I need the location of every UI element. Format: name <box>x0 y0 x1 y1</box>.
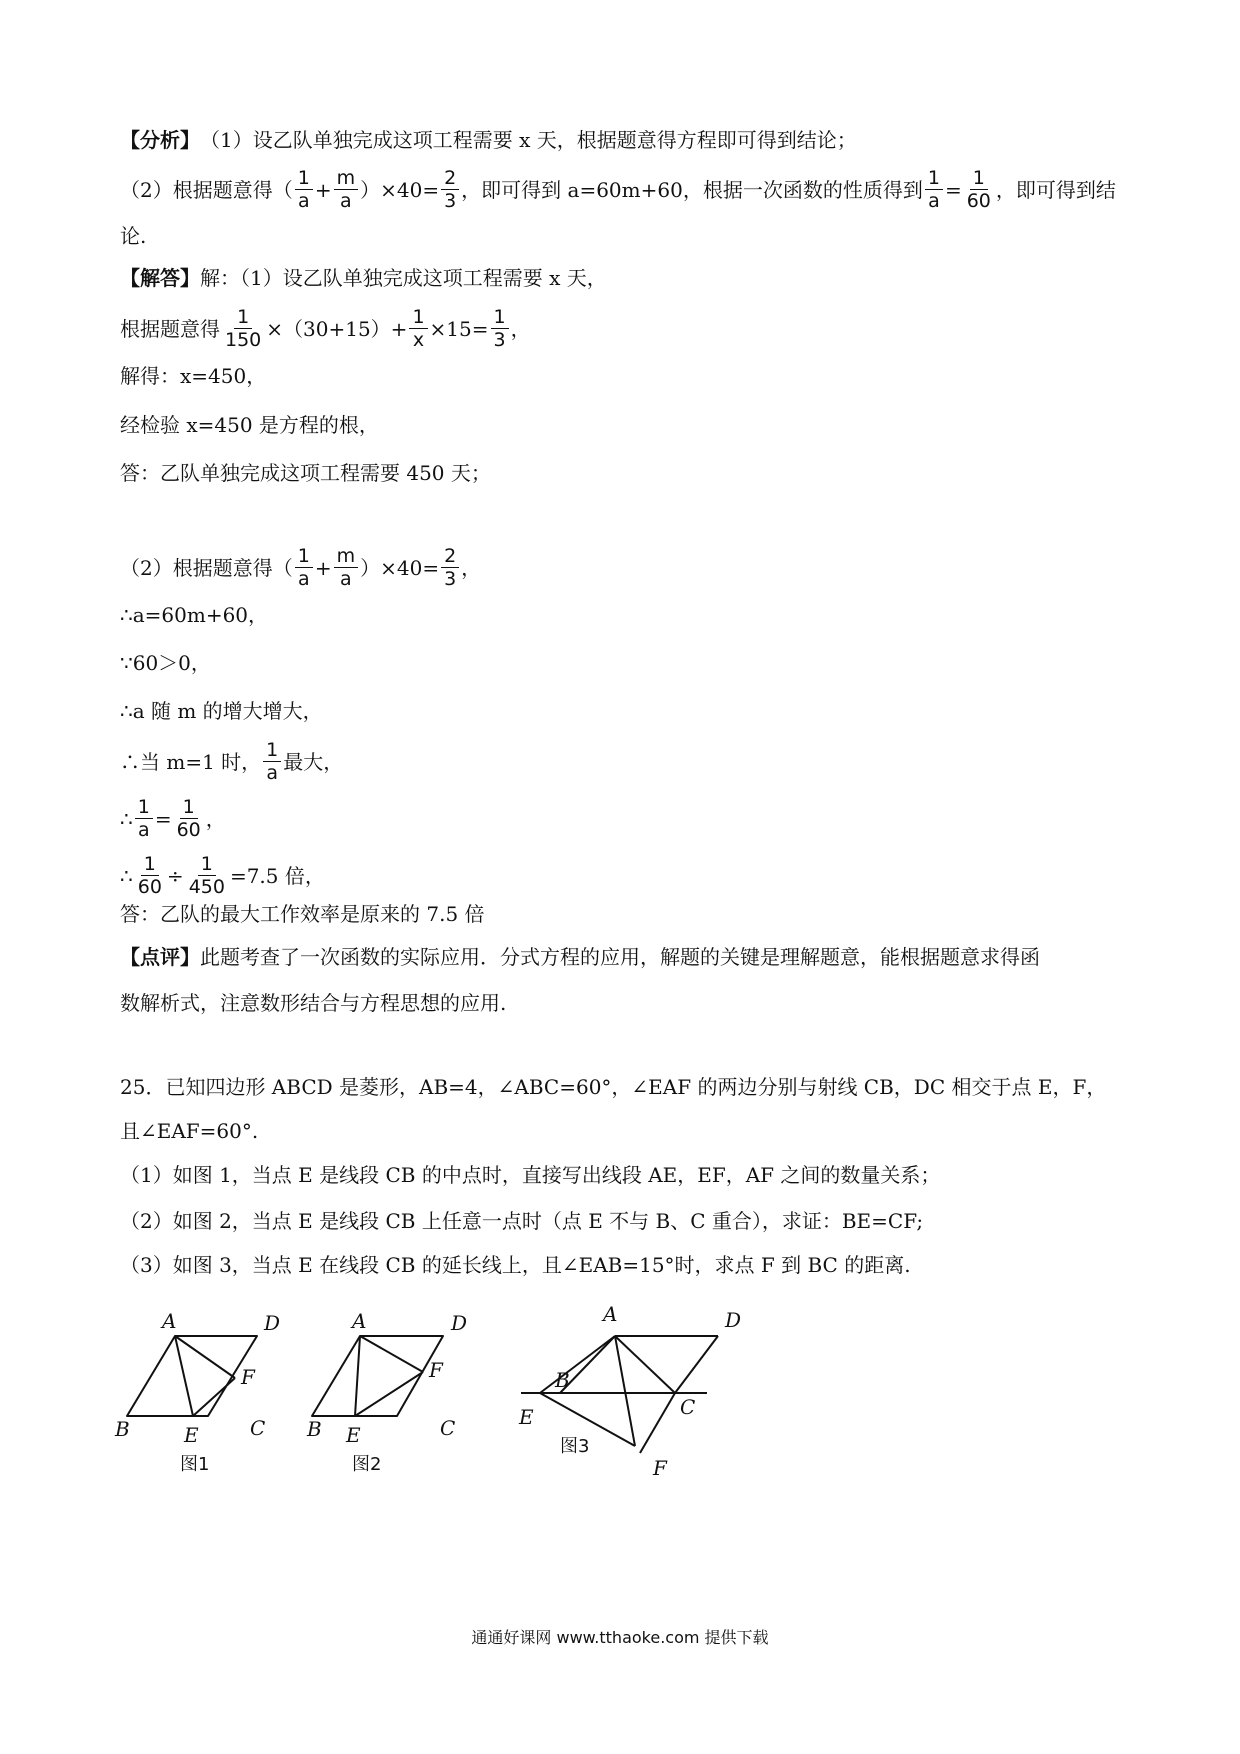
fig2-label-e: E <box>346 1423 361 1447</box>
text: 论. <box>120 224 147 248</box>
fig1-label-b: B <box>115 1417 130 1441</box>
numerator: 1 <box>180 797 198 819</box>
numerator: 1 <box>141 854 159 876</box>
denominator: a <box>340 190 352 212</box>
operator: = <box>944 177 962 202</box>
analysis-text-1: （1）设乙队单独完成这项工程需要 x 天，根据题意得方程即可得到结论； <box>200 128 857 152</box>
numerator: 1 <box>409 307 427 329</box>
figure-1-drawing <box>127 1336 257 1416</box>
text: ，即可得到结 <box>995 177 1116 202</box>
text: 根据题意得 <box>120 316 220 341</box>
fig3-label-b: B <box>555 1368 570 1392</box>
numerator: 1 <box>295 546 313 568</box>
text: （1）如图 1，当点 E 是线段 CB 的中点时，直接写出线段 AE，EF，AF 之间的数量关系； <box>120 1163 941 1187</box>
operator: + <box>314 555 332 580</box>
denominator: 60 <box>137 876 162 898</box>
comment-tag: 【点评】 <box>120 945 200 969</box>
numerator: 1 <box>970 168 988 190</box>
text: ， <box>205 806 226 831</box>
denominator: a <box>137 819 150 841</box>
operator: ÷ <box>166 863 184 888</box>
text: 25．已知四边形 ABCD 是菱形，AB=4，∠ABC=60°，∠EAF 的两边分别与射线 CB，DC 相交于点 E，F， <box>120 1075 1107 1099</box>
text: 答：乙队的最大工作效率是原来的 7.5 倍 <box>120 902 485 926</box>
text: ∵60＞0， <box>120 651 211 675</box>
text: 最大， <box>283 749 344 774</box>
fig1-label-f: F <box>241 1365 255 1389</box>
denominator: 60 <box>966 190 991 212</box>
numerator: 2 <box>441 546 459 568</box>
fig3-caption: 图3 <box>560 1436 590 1457</box>
text: ∴a 随 m 的增大增大， <box>120 699 323 723</box>
numerator: 1 <box>135 797 153 819</box>
denominator: a <box>297 568 310 590</box>
fig2-label-c: C <box>440 1416 456 1440</box>
denominator: 3 <box>444 568 457 590</box>
denominator: a <box>928 190 940 212</box>
fig2-label-b: B <box>307 1417 322 1441</box>
numerator: m <box>334 546 359 568</box>
numerator: 2 <box>441 168 459 190</box>
denominator: a <box>340 568 352 590</box>
denominator: 150 <box>225 329 262 351</box>
fig1-label-c: C <box>250 1416 266 1440</box>
fig3-label-a: A <box>603 1302 618 1326</box>
numerator: 1 <box>234 307 252 329</box>
text: ）×40= <box>360 555 440 580</box>
text: ∴ <box>120 863 133 888</box>
text: ×（30+15）+ <box>266 316 408 341</box>
operator: = <box>154 806 172 831</box>
denominator: 60 <box>176 819 201 841</box>
text: （2）根据题意得（ <box>120 177 293 202</box>
page-footer: 通通好课网 www.tthaoke.com 提供下载 <box>471 1628 769 1647</box>
fig2-label-a: A <box>352 1309 367 1333</box>
text: ，即可得到 a=60m+60，根据一次函数的性质得到 <box>461 177 923 202</box>
text: （2）如图 2，当点 E 是线段 CB 上任意一点时（点 E 不与 B、C 重合），求证：BE=CF; <box>120 1209 924 1233</box>
denominator: 3 <box>444 190 457 212</box>
text: ∴ <box>120 806 133 831</box>
numerator: 1 <box>198 854 216 876</box>
numerator: 1 <box>295 168 313 190</box>
solution-tag: 【解答】 <box>120 266 200 290</box>
fig2-label-d: D <box>451 1311 468 1335</box>
denominator: a <box>297 190 310 212</box>
fig3-label-e: E <box>519 1405 534 1429</box>
fig3-label-d: D <box>725 1308 742 1332</box>
fig1-label-e: E <box>184 1423 199 1447</box>
text: 此题考查了一次函数的实际应用．分式方程的应用，解题的关键是理解题意，能根据题意求得函 <box>200 945 1040 969</box>
numerator: 1 <box>263 740 281 762</box>
text: 数解析式，注意数形结合与方程思想的应用. <box>120 991 507 1015</box>
text: 解得：x=450， <box>120 364 267 388</box>
fig2-label-f: F <box>429 1358 443 1382</box>
text: 且∠EAF=60°. <box>120 1119 259 1143</box>
text: ， <box>510 316 531 341</box>
denominator: a <box>266 762 279 784</box>
text: ×15= <box>429 316 489 341</box>
text: （3）如图 3，当点 E 在线段 CB 的延长线上，且∠EAB=15°时，求点 F 到 BC 的距离. <box>120 1253 911 1277</box>
text: ∴a=60m+60， <box>120 603 269 627</box>
fig1-label-a: A <box>162 1309 177 1333</box>
fig2-caption: 图2 <box>352 1454 382 1475</box>
denominator: 450 <box>188 876 225 898</box>
fig3-label-f: F <box>653 1456 667 1480</box>
text: 答：乙队单独完成这项工程需要 450 天； <box>120 461 491 485</box>
fig1-label-d: D <box>264 1311 281 1335</box>
numerator: 1 <box>491 307 509 329</box>
text: =7.5 倍， <box>229 863 325 888</box>
text: ∴当 m=1 时， <box>120 749 262 774</box>
text: 解：（1）设乙队单独完成这项工程需要 x 天， <box>200 266 607 290</box>
denominator: x <box>412 329 425 351</box>
operator: + <box>314 177 332 202</box>
text: （2）根据题意得（ <box>120 555 293 580</box>
text: ， <box>461 555 482 580</box>
text: ）×40= <box>360 177 440 202</box>
numerator: m <box>334 168 359 190</box>
fig1-caption: 图1 <box>180 1454 210 1475</box>
analysis-tag: 【分析】 <box>120 128 200 152</box>
denominator: 3 <box>493 329 506 351</box>
text: 经检验 x=450 是方程的根， <box>120 413 379 437</box>
numerator: 1 <box>925 168 943 190</box>
figure-2-drawing <box>312 1336 443 1416</box>
fig3-label-c: C <box>680 1395 696 1419</box>
